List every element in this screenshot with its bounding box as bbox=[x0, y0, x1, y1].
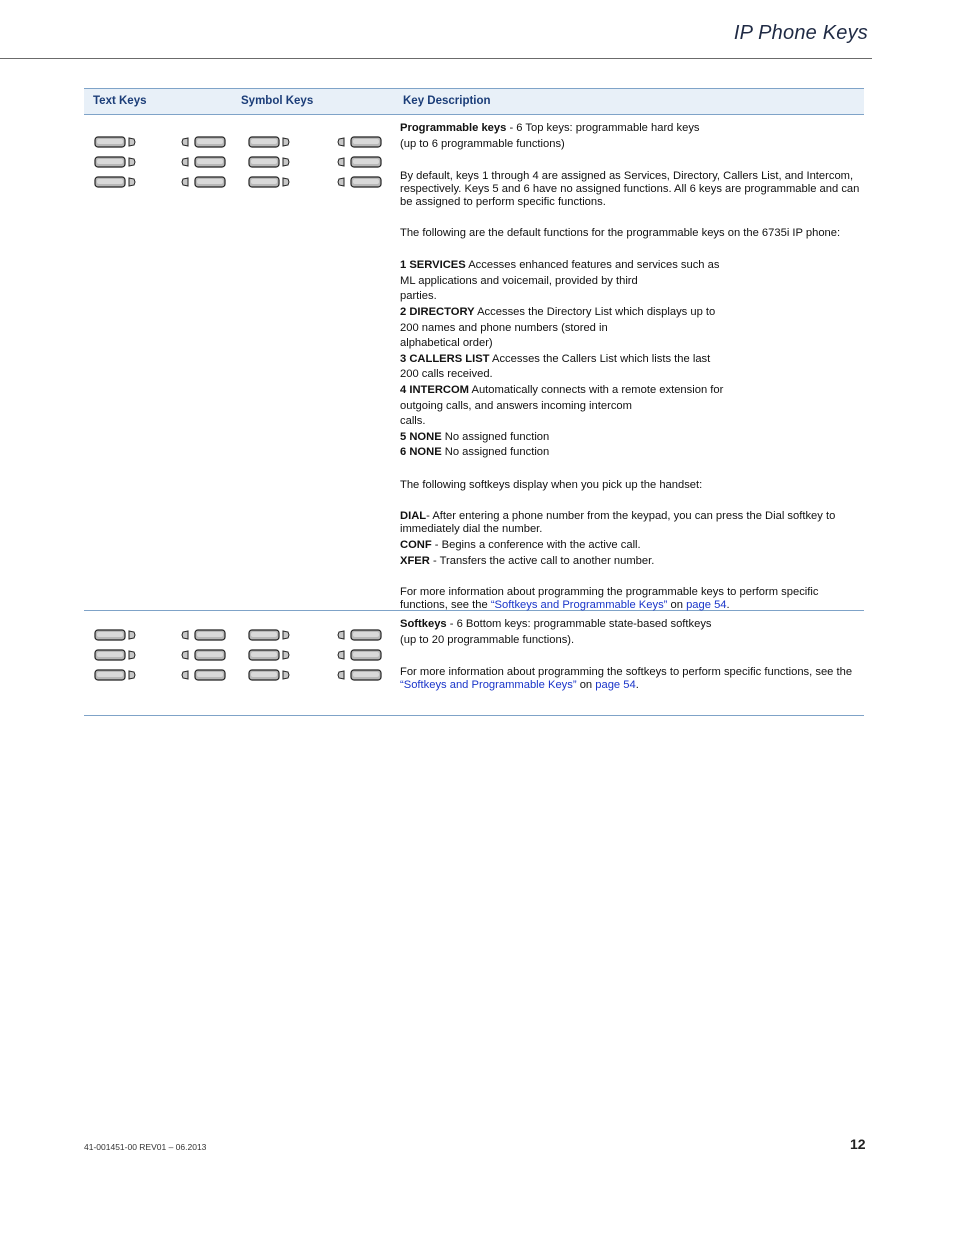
softkey-text: - Transfers the active call to another number. bbox=[429, 554, 655, 567]
more-info-text: . bbox=[635, 679, 639, 692]
function-text: alphabetical order) bbox=[400, 337, 493, 350]
function-list bbox=[400, 258, 864, 461]
phone-key-icon bbox=[248, 155, 294, 174]
programmable-keys-subtitle: (up to 6 programmable functions) bbox=[400, 137, 565, 150]
phone-key-icon bbox=[336, 175, 382, 194]
phone-key-icon bbox=[94, 175, 140, 194]
function-text: ML applications and voicemail, provided by third bbox=[400, 274, 638, 287]
page-title: IP Phone Keys bbox=[733, 22, 868, 44]
keys-table bbox=[84, 88, 864, 716]
more-info-text: For more information about programming the softkeys to perform specific functions, see the bbox=[400, 666, 853, 679]
softkeys-title: Softkeys bbox=[400, 618, 447, 630]
table-header bbox=[84, 88, 864, 115]
phone-key-icon bbox=[180, 668, 226, 687]
function-text: Accesses the Callers List which lists the last bbox=[489, 352, 711, 365]
more-info-text: on bbox=[576, 679, 596, 692]
title-rule bbox=[0, 58, 872, 59]
col-key-description: Key Description bbox=[403, 95, 491, 107]
table-row bbox=[84, 115, 864, 611]
phone-key-icon bbox=[248, 135, 294, 154]
phone-key-icon bbox=[336, 628, 382, 647]
phone-key-icon bbox=[94, 628, 140, 647]
phone-key-icon bbox=[94, 135, 140, 154]
function-name: 5 NONE bbox=[400, 430, 442, 443]
phone-key-icon bbox=[248, 668, 294, 687]
function-name: 6 NONE bbox=[400, 446, 442, 459]
phone-key-icon bbox=[94, 668, 140, 687]
phone-key-icon bbox=[248, 175, 294, 194]
function-name: 1 SERVICES bbox=[400, 259, 466, 272]
function-text: 200 names and phone numbers (stored in bbox=[400, 321, 608, 334]
phone-key-icon bbox=[94, 648, 140, 667]
phone-key-icon bbox=[94, 155, 140, 174]
function-text: calls. bbox=[400, 415, 426, 428]
page-54-link[interactable]: page 54 bbox=[686, 598, 727, 611]
phone-key-icon bbox=[336, 135, 382, 154]
softkeys-illustration bbox=[84, 611, 394, 691]
function-text: Accesses enhanced features and services such as bbox=[465, 259, 720, 272]
function-name: 4 INTERCOM bbox=[400, 383, 469, 396]
softkeys-title-rest: - 6 Bottom keys: programmable state-based softkeys bbox=[446, 618, 712, 630]
function-text: Automatically connects with a remote extension for bbox=[469, 383, 724, 396]
col-text-keys: Text Keys bbox=[93, 95, 147, 107]
softkey-text: - Begins a conference with the active call. bbox=[431, 538, 641, 551]
function-text: 200 calls received. bbox=[400, 368, 493, 381]
function-name: 2 DIRECTORY bbox=[400, 305, 475, 318]
table-row bbox=[84, 611, 864, 716]
phone-key-icon bbox=[336, 155, 382, 174]
phone-key-icon bbox=[336, 648, 382, 667]
function-text: outgoing calls, and answers incoming intercom bbox=[400, 399, 632, 412]
page-number: 12 bbox=[850, 1136, 866, 1152]
softkeys-subtitle: (up to 20 programmable functions). bbox=[400, 633, 575, 646]
function-name: 3 CALLERS LIST bbox=[400, 352, 490, 365]
more-info-text: For more information about programming the programmable keys to perform specific functions, see the bbox=[400, 585, 819, 611]
programmable-keys-para1: By default, keys 1 through 4 are assigned as Services, Directory, Callers List, and Intercom, respectively. Keys 5 and 6 have no assigned functions. All 6 keys are programmable and can be assigned to perform specific functions. bbox=[400, 170, 860, 209]
phone-key-icon bbox=[180, 628, 226, 647]
programmable-keys-more-info bbox=[400, 586, 864, 612]
softkey-name: XFER bbox=[400, 554, 430, 567]
phone-key-icon bbox=[248, 628, 294, 647]
phone-key-icon bbox=[180, 175, 226, 194]
softkeys-programmable-keys-link[interactable]: “Softkeys and Programmable Keys” bbox=[400, 679, 577, 692]
function-text: Accesses the Directory List which displays up to bbox=[474, 305, 716, 318]
col-symbol-keys: Symbol Keys bbox=[241, 95, 314, 107]
function-text: No assigned function bbox=[441, 430, 550, 443]
programmable-keys-para2: The following are the default functions for the programmable keys on the 6735i IP phone: bbox=[400, 227, 841, 240]
programmable-keys-title: Programmable keys bbox=[400, 122, 507, 134]
phone-key-icon bbox=[180, 155, 226, 174]
phone-key-icon bbox=[336, 668, 382, 687]
phone-key-icon bbox=[180, 648, 226, 667]
programmable-keys-title-rest: - 6 Top keys: programmable hard keys bbox=[506, 122, 700, 134]
programmable-keys-illustration bbox=[84, 115, 394, 195]
function-text: No assigned function bbox=[441, 446, 550, 459]
softkeys-more-info bbox=[400, 666, 864, 692]
softkeys-description bbox=[400, 617, 864, 692]
more-info-text: on bbox=[667, 598, 687, 611]
softkey-text: - After entering a phone number from the keypad, you can press the Dial softkey to immediately dial the number. bbox=[400, 509, 836, 535]
softkey-name: DIAL bbox=[400, 509, 427, 522]
softkeys-intro: The following softkeys display when you pick up the handset: bbox=[400, 478, 703, 491]
page-54-link[interactable]: page 54 bbox=[595, 679, 636, 692]
softkeys-programmable-keys-link[interactable]: “Softkeys and Programmable Keys” bbox=[490, 598, 668, 611]
programmable-keys-description bbox=[400, 121, 864, 612]
footer-doc-id: 41-001451-00 REV01 – 06.2013 bbox=[84, 1142, 207, 1152]
softkey-name: CONF bbox=[400, 538, 432, 551]
more-info-text: . bbox=[726, 598, 730, 611]
function-text: parties. bbox=[400, 290, 437, 303]
phone-key-icon bbox=[248, 648, 294, 667]
phone-key-icon bbox=[180, 135, 226, 154]
